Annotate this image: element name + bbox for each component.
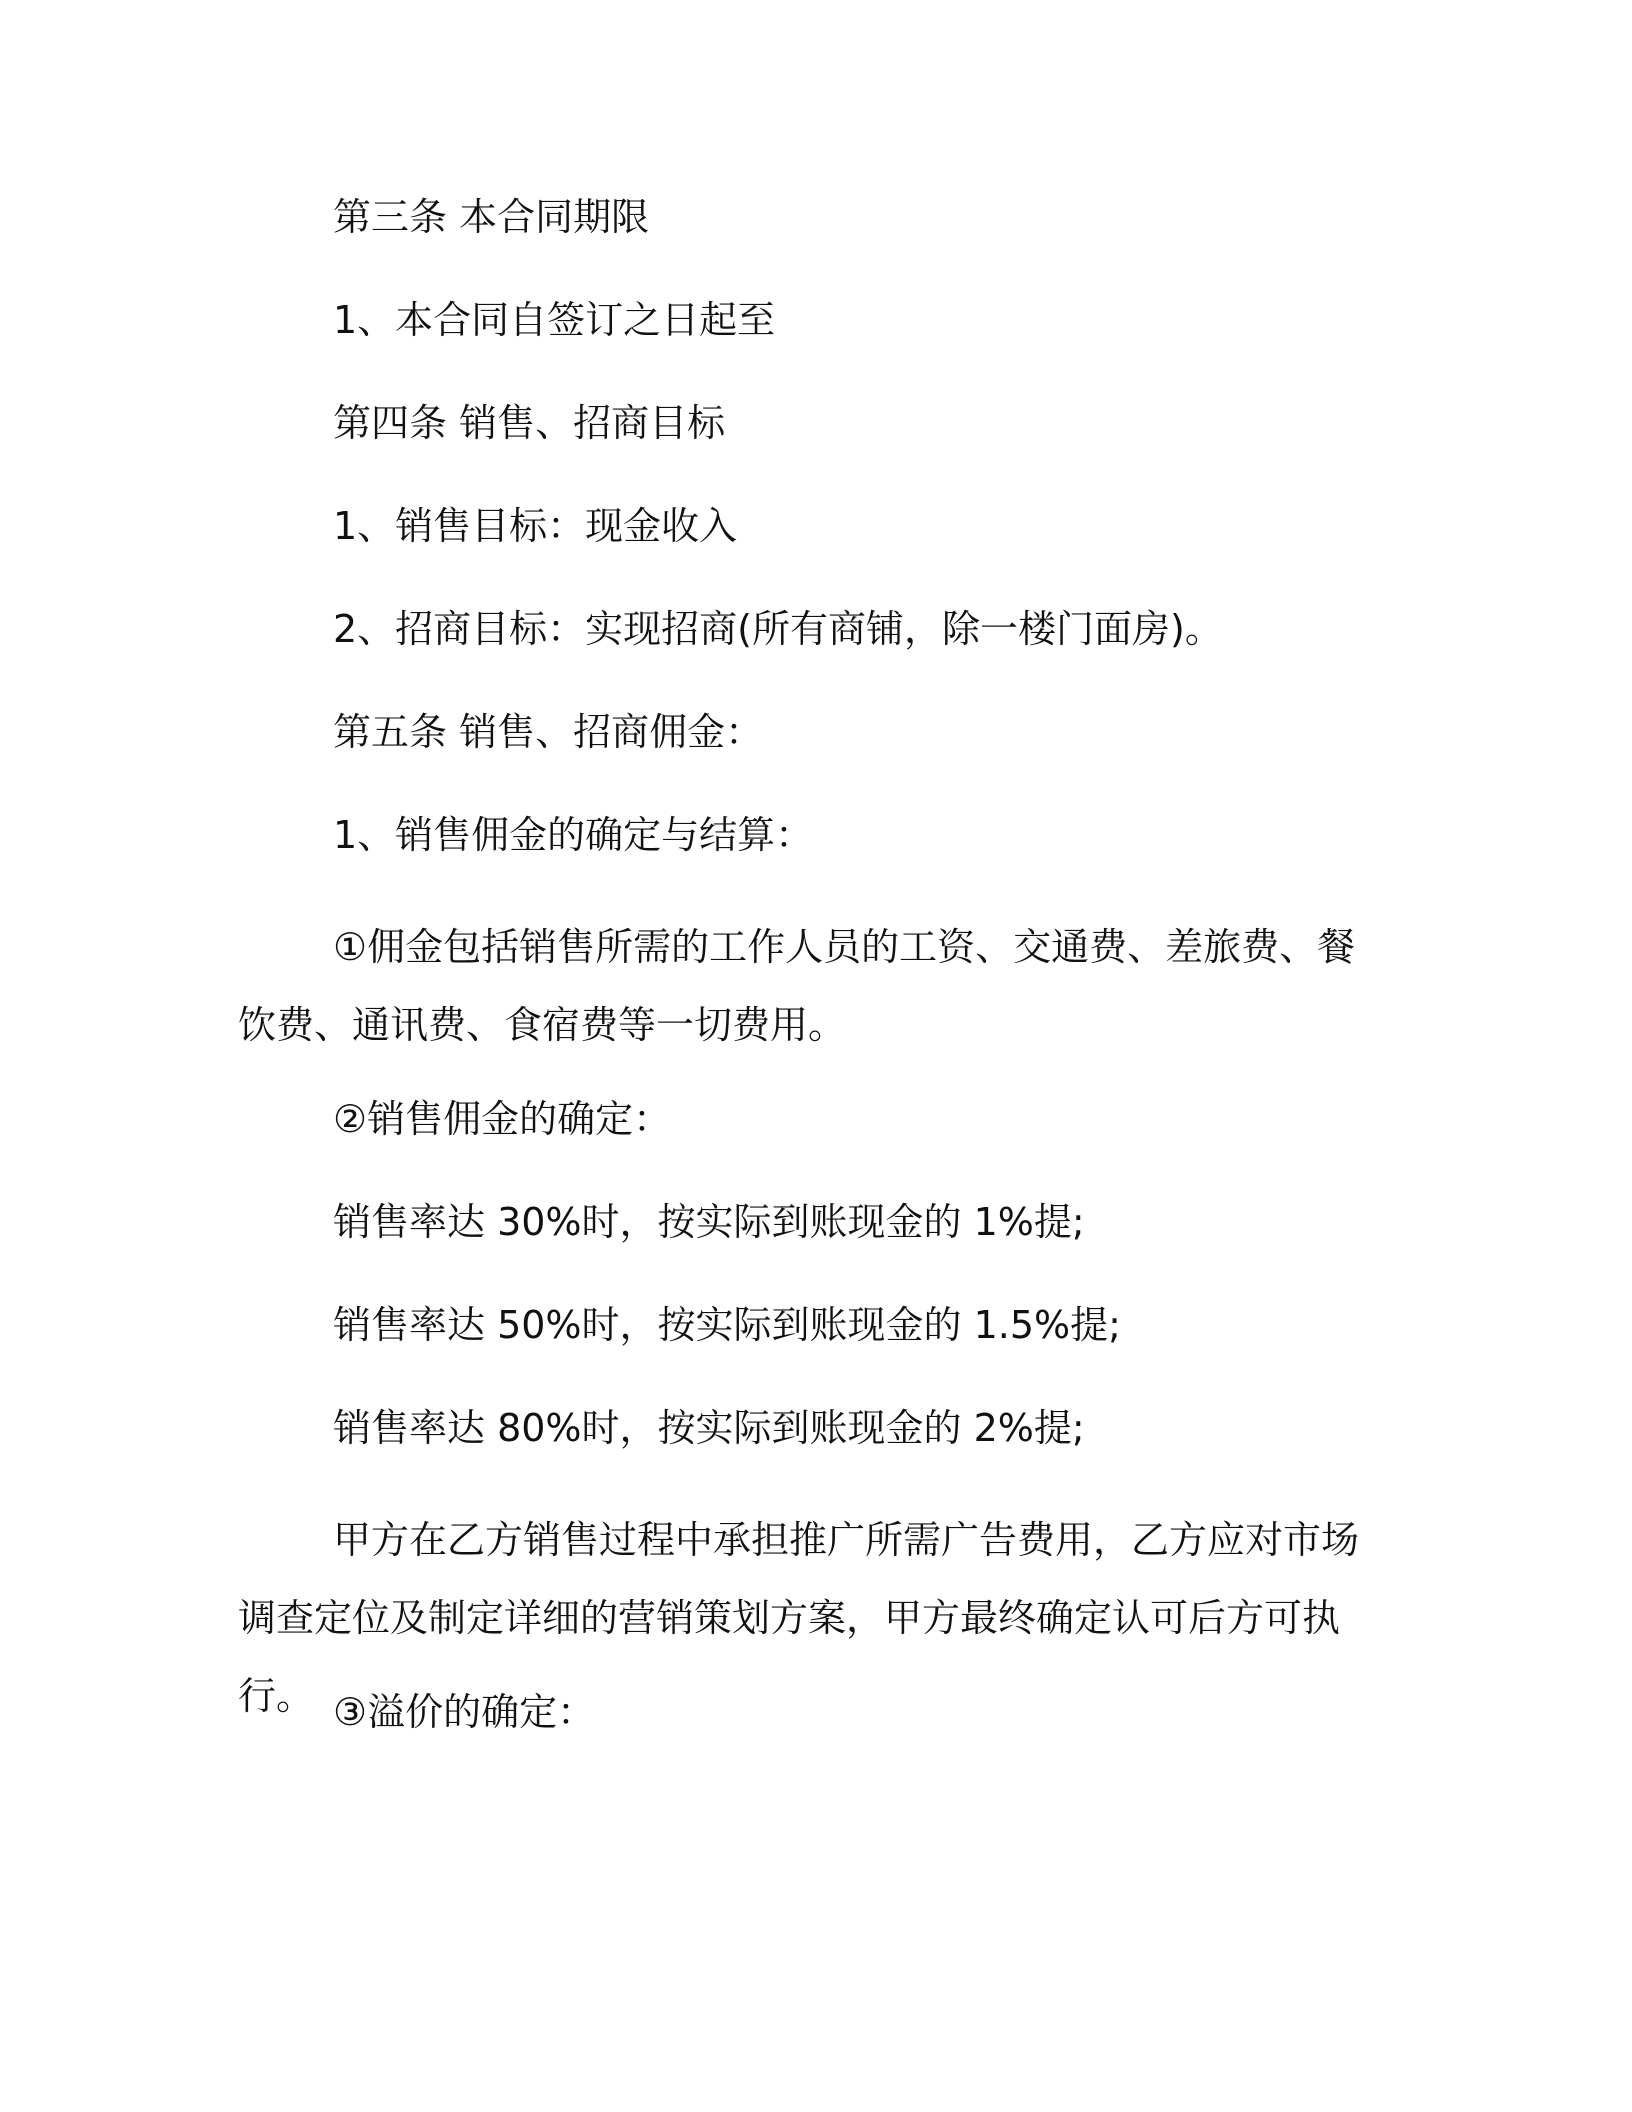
commission-rate-80: 销售率达 80%时，按实际到账现金的 2%提; — [333, 1406, 1085, 1450]
article-4-heading: 第四条 销售、招商目标 — [333, 401, 726, 445]
advertising-cost-paragraph: 甲方在乙方销售过程中承担推广所需广告费用，乙方应对市场调查定位及制定详细的营销策划方案，甲方最终确定认可后方可执行。 — [238, 1518, 1360, 1718]
commission-rate-30: 销售率达 30%时，按实际到账现金的 1%提; — [333, 1200, 1085, 1244]
article-5-heading: 第五条 销售、招商佣金： — [333, 710, 764, 754]
sales-target: 1、销售目标：现金收入 — [333, 504, 738, 548]
article-3-heading: 第三条 本合同期限 — [333, 195, 650, 239]
leasing-target: 2、招商目标：实现招商(所有商铺，除一楼门面房)。 — [333, 607, 1223, 651]
commission-settlement-heading: 1、销售佣金的确定与结算： — [333, 813, 814, 857]
commission-rate-heading: ②销售佣金的确定： — [333, 1097, 672, 1141]
commission-scope-paragraph: ①佣金包括销售所需的工作人员的工资、交通费、差旅费、餐饮费、通讯费、食宿费等一切费用。 — [238, 925, 1356, 1047]
commission-rate-50: 销售率达 50%时，按实际到账现金的 1.5%提; — [333, 1303, 1121, 1347]
premium-heading: ③溢价的确定： — [333, 1690, 596, 1734]
article-3-clause-1: 1、本合同自签订之日起至 — [333, 298, 776, 342]
